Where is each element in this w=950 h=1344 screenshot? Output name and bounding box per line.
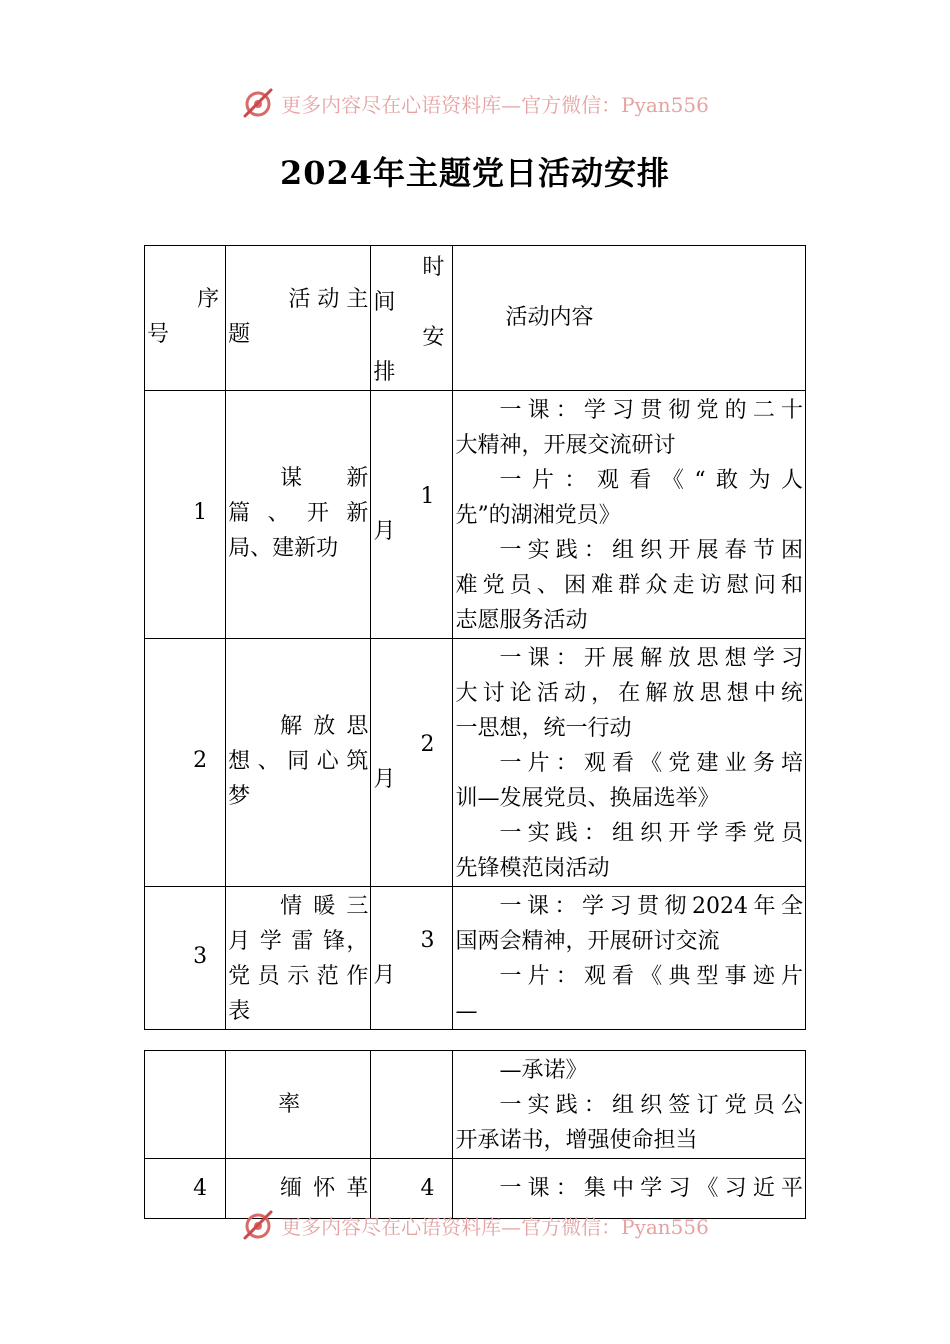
schedule-table xyxy=(144,245,806,1030)
table-row xyxy=(145,639,806,887)
row-content xyxy=(453,391,806,639)
document-title: 2024年主题党日活动安排 xyxy=(279,154,671,192)
header-content xyxy=(453,246,806,391)
row-topic-line: 想 、 同 心 筑 xyxy=(228,749,369,774)
header-seq-line: 序 xyxy=(197,287,220,312)
content-line: 大精神，开展交流研讨 xyxy=(455,433,676,458)
table-row xyxy=(145,1051,806,1159)
content-line: 大讨论活动，在解放思想中统 xyxy=(455,681,803,706)
content-line: 一课：学习贯彻党的二十 xyxy=(499,398,803,423)
row-seq-text: 2 xyxy=(193,748,208,773)
content-line: 先”的湖湘党员》 xyxy=(455,503,621,528)
row-seq xyxy=(145,887,226,1030)
header-content-line: 活动内容 xyxy=(505,305,594,330)
header-seq-line: 号 xyxy=(147,322,170,347)
row-topic xyxy=(226,887,371,1030)
row-month xyxy=(371,391,453,639)
row-topic-line: 梦 xyxy=(228,784,251,809)
header-topic-line: 题 xyxy=(228,322,251,347)
content-line: 一课：集中学习《习近平 xyxy=(499,1176,803,1201)
content-line: 开承诺书，增强使命担当 xyxy=(455,1128,698,1153)
content-line: 志愿服务活动 xyxy=(455,608,588,633)
header-time-line: 时 xyxy=(422,255,445,280)
content-line: 一课：学习贯彻2024年全 xyxy=(499,894,803,919)
content-line: 难党员、困难群众走访慰问和 xyxy=(455,573,803,598)
header-time-line: 间 xyxy=(373,290,396,315)
content-line: 一实践：组织签订党员公 xyxy=(499,1093,803,1118)
content-line: — xyxy=(455,999,478,1024)
row-topic-line: 月 学 雷 锋， xyxy=(228,929,369,954)
content-line: 一课：开展解放思想学习 xyxy=(499,646,803,671)
content-line: 一实践：组织开学季党员 xyxy=(499,821,803,846)
header-topic-line: 活 动 主 xyxy=(288,287,369,312)
row-topic-line: 率 xyxy=(278,1092,301,1117)
row-topic-line: 表 xyxy=(228,999,251,1024)
row-topic-line: 谋 新 xyxy=(280,466,369,491)
content-line: 一实践：组织开展春节困 xyxy=(499,538,803,563)
row-topic-line: 篇 、 开 新 xyxy=(228,501,369,526)
row-topic-line: 党 员 示 范 作 xyxy=(228,964,369,989)
table-row xyxy=(145,391,806,639)
row-month-number: 1 xyxy=(420,484,435,509)
brush-logo-icon xyxy=(241,1208,275,1241)
row-topic xyxy=(226,391,371,639)
content-line: 一片：观看《典型事迹片 xyxy=(499,964,803,989)
content-line: 一片：观看《“敢为人 xyxy=(499,468,803,493)
row-seq-text: 1 xyxy=(193,500,208,525)
row-month-number: 3 xyxy=(420,928,435,953)
row-month-number: 2 xyxy=(420,732,435,757)
content-line: 一思想，统一行动 xyxy=(455,716,632,741)
row-month xyxy=(371,1051,453,1159)
watermark-banner-top xyxy=(0,83,950,123)
header-time-line: 排 xyxy=(373,360,396,385)
row-topic-line: 解 放 思 xyxy=(280,714,369,739)
row-content xyxy=(453,887,806,1030)
content-line: 先锋模范岗活动 xyxy=(455,856,610,881)
watermark-text: 更多内容尽在心语资料库—官方微信：Pyan556 xyxy=(281,1214,709,1239)
row-seq xyxy=(145,391,226,639)
watermark-text: 更多内容尽在心语资料库—官方微信：Pyan556 xyxy=(281,92,709,117)
row-month-unit: 月 xyxy=(373,963,396,988)
content-line: —承诺》 xyxy=(499,1058,588,1083)
row-content xyxy=(453,639,806,887)
row-topic xyxy=(226,1051,371,1159)
row-month-number: 4 xyxy=(420,1176,435,1201)
header-time xyxy=(371,246,453,391)
row-topic xyxy=(226,639,371,887)
row-month-unit: 月 xyxy=(373,767,396,792)
row-month-unit: 月 xyxy=(373,519,396,544)
row-seq-text: 4 xyxy=(193,1176,208,1201)
row-seq xyxy=(145,639,226,887)
brush-logo-icon xyxy=(241,86,275,120)
header-time-line: 安 xyxy=(422,325,445,350)
content-line: 训—发展党员、换届选举》 xyxy=(455,786,720,811)
row-month xyxy=(371,639,453,887)
table-header-row xyxy=(145,246,806,391)
row-month xyxy=(371,887,453,1030)
row-seq-text: 3 xyxy=(193,944,208,969)
header-seq xyxy=(145,246,226,391)
row-topic-line: 情 暖 三 xyxy=(280,894,369,919)
header-topic xyxy=(226,246,371,391)
table-row xyxy=(145,887,806,1030)
row-seq xyxy=(145,1051,226,1159)
content-line: 国两会精神，开展研讨交流 xyxy=(455,929,720,954)
row-content xyxy=(453,1051,806,1159)
content-line: 一片：观看《党建业务培 xyxy=(499,751,803,776)
schedule-table-continued xyxy=(144,1050,806,1219)
row-topic-line: 缅 怀 革 xyxy=(280,1176,369,1201)
row-topic-line: 局、建新功 xyxy=(228,536,339,561)
watermark-banner-bottom xyxy=(0,1205,950,1241)
